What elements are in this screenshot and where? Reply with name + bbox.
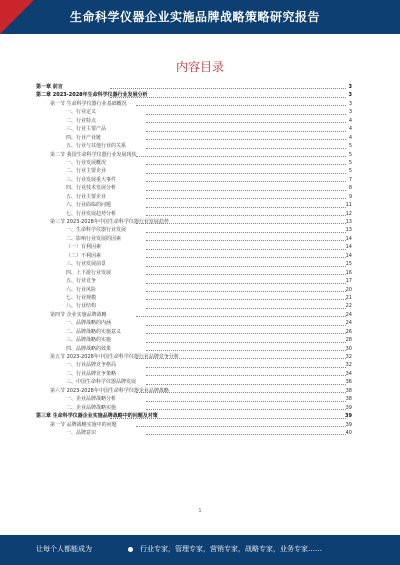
toc-entry[interactable]	[36, 311, 352, 319]
toc-entry[interactable]	[36, 277, 352, 285]
toc-entry[interactable]	[36, 412, 352, 420]
toc-leader-dots	[146, 173, 346, 174]
toc-entry[interactable]	[36, 294, 352, 302]
toc-entry-page: 32	[345, 362, 352, 369]
toc-leader-dots	[146, 409, 346, 410]
toc-heading: 内容目录	[175, 60, 224, 74]
toc-entry-page: 15	[345, 261, 352, 268]
toc-entry[interactable]	[36, 218, 352, 226]
toc-entry-title: 一、行业定义	[66, 109, 97, 116]
toc-leader-dots	[146, 164, 346, 165]
toc-leader-dots	[146, 232, 346, 233]
toc-entry-page: 11	[345, 202, 352, 209]
toc-leader-dots	[136, 316, 346, 317]
toc-leader-dots	[146, 333, 346, 334]
toc-leader-dots	[146, 198, 346, 199]
toc-entry-page: 14	[345, 244, 352, 251]
toc-entry-page: 13	[345, 219, 352, 225]
toc-leader-dots	[136, 358, 346, 359]
toc-leader-dots	[146, 401, 346, 402]
toc-leader-dots	[146, 350, 346, 351]
toc-entry-title: 一、行业品牌竞争格局	[66, 362, 117, 369]
toc-entry[interactable]	[36, 404, 352, 412]
toc-entry-title: 二、品牌战略的实施意义	[66, 328, 122, 335]
toc-entry-title: 七、行业发展趋势分析	[66, 210, 117, 217]
toc-entry-page: 14	[345, 252, 352, 259]
toc-entry-page: 13	[345, 227, 352, 234]
toc-entry-page: 22	[345, 303, 352, 310]
toc-entry-page: 24	[345, 311, 352, 318]
toc-leader-dots	[146, 257, 346, 258]
toc-entry-title: 二、行业品牌竞争策略	[66, 370, 117, 377]
toc-entry-title: 第一节 品牌战略实施中的问题	[50, 421, 117, 428]
toc-leader-dots	[146, 434, 346, 435]
toc-entry[interactable]	[36, 345, 352, 353]
toc-entry-page: 39	[345, 404, 352, 411]
toc-entry-title: 四、上下游行业发展	[66, 269, 112, 276]
table-of-contents	[36, 83, 352, 437]
toc-entry-page: 36	[345, 379, 352, 386]
footer-slogan: 让每个人都能成为	[36, 545, 92, 553]
toc-entry-title: （二）不利因素	[66, 252, 102, 259]
toc-entry-title: 六、行业风险	[66, 286, 97, 293]
toc-entry[interactable]	[36, 361, 352, 369]
toc-entry[interactable]	[36, 370, 352, 378]
toc-entry-title: 四、品牌战略的效果	[66, 345, 112, 352]
toc-entry[interactable]	[36, 269, 352, 277]
toc-entry-page: 38	[345, 387, 352, 394]
toc-entry-page: 28	[345, 337, 352, 344]
toc-entry[interactable]	[36, 91, 352, 99]
toc-entry-title: 第一章 前言	[36, 84, 63, 90]
toc-entry-page: 12	[345, 210, 352, 217]
toc-entry-title: 第四节 企业实施品牌战略	[50, 311, 107, 318]
toc-entry-page: 16	[345, 269, 352, 276]
header-accent	[0, 0, 34, 34]
toc-leader-dots	[146, 131, 346, 132]
toc-entry[interactable]	[36, 243, 352, 251]
toc-entry[interactable]	[36, 100, 352, 108]
toc-leader-dots	[136, 156, 346, 157]
toc-entry-title: 四、行业产业链	[66, 134, 102, 141]
toc-entry-title: 第二章 2023-2028年生命科学仪器行业发展分析	[36, 92, 148, 99]
toc-leader-dots	[146, 266, 346, 267]
toc-entry-title: 一、行业发展概况	[66, 159, 107, 166]
toc-entry-page: 8	[348, 185, 352, 192]
toc-entry-title: 三、品牌战略的实施	[66, 337, 112, 344]
toc-entry-page: 39	[345, 421, 352, 428]
toc-entry[interactable]	[36, 395, 352, 403]
toc-entry[interactable]	[36, 328, 352, 336]
toc-leader-dots	[136, 426, 346, 427]
toc-entry[interactable]	[36, 429, 352, 437]
toc-entry-title: 三、行业主要产品	[66, 126, 107, 133]
toc-entry-title: 五、行业主要企业	[66, 193, 107, 200]
toc-entry-title: 五、行业竞争	[66, 278, 97, 285]
toc-entry-page: 4	[348, 134, 352, 141]
toc-entry[interactable]	[36, 235, 352, 243]
toc-entry-title: 一、企业品牌战略分析	[66, 396, 117, 403]
toc-entry-title: 第五节 2023-2028年中国生命科学仪器行业品牌竞争分析	[50, 354, 179, 360]
toc-entry-title: 二、行业主要企业	[66, 168, 107, 175]
toc-leader-dots	[146, 148, 346, 149]
toc-entry-title: 二、影响行业发展的因素	[66, 235, 122, 242]
toc-entry-title: 第二节 我国生命科学仪器行业发展现状	[50, 151, 137, 158]
toc-entry-page: 32	[345, 354, 352, 360]
toc-entry[interactable]	[36, 260, 352, 268]
toc-entry-title: 三、行业发展前景	[66, 261, 107, 268]
toc-leader-dots	[146, 375, 346, 376]
toc-entry[interactable]	[36, 176, 352, 184]
toc-entry-page: 4	[348, 117, 352, 124]
toc-entry-page: 5	[348, 151, 352, 158]
report-title: 生命科学仪器企业实施品牌战略策略研究报告	[70, 10, 321, 24]
toc-entry-page: 4	[348, 126, 352, 133]
toc-leader-dots	[146, 274, 346, 275]
toc-leader-dots	[110, 97, 346, 98]
toc-entry-title: 第三节 2023-2028年中国生命科学仪器行业发展趋势	[50, 219, 169, 225]
toc-entry-page: 30	[345, 345, 352, 352]
toc-leader-dots	[146, 240, 346, 241]
toc-entry[interactable]	[36, 142, 352, 150]
toc-entry-title: 五、行业与其他行业的关系	[66, 143, 127, 150]
toc-leader-dots	[146, 308, 346, 309]
toc-entry-page: 5	[348, 143, 352, 150]
toc-leader-dots	[146, 190, 346, 191]
toc-entry-title: 四、行业技术发展分析	[66, 185, 117, 192]
toc-entry-title: 一、品牌战略的内涵	[66, 320, 112, 327]
toc-entry-page: 21	[345, 294, 352, 301]
toc-entry[interactable]	[36, 159, 352, 167]
toc-entry[interactable]	[36, 184, 352, 192]
toc-entry[interactable]	[36, 83, 352, 91]
toc-entry-page: 7	[348, 176, 352, 183]
toc-entry-page: 38	[345, 396, 352, 403]
toc-entry-title: 一、生命科学仪器行业发展	[66, 227, 127, 234]
toc-entry[interactable]	[36, 201, 352, 209]
toc-entry-page: 5	[348, 159, 352, 166]
toc-leader-dots	[146, 139, 346, 140]
toc-entry-title: 六、行业面临的问题	[66, 202, 112, 209]
toc-entry[interactable]	[36, 125, 352, 133]
toc-entry-page: 3	[348, 84, 352, 90]
toc-entry[interactable]	[36, 353, 352, 361]
toc-entry-title: 第一节 生命科学仪器行业基础概况	[50, 100, 127, 107]
footer-dot	[128, 547, 133, 552]
toc-leader-dots	[146, 249, 346, 250]
toc-entry[interactable]	[36, 378, 352, 386]
toc-entry-title: 第六节 2023-2028年中国生命科学仪器企业品牌战略	[50, 387, 169, 394]
toc-entry-title: 七、行业规模	[66, 294, 97, 301]
toc-entry[interactable]	[36, 302, 352, 310]
toc-entry[interactable]	[36, 286, 352, 294]
toc-entry[interactable]	[36, 319, 352, 327]
toc-entry[interactable]	[36, 167, 352, 175]
toc-entry-page: 14	[345, 235, 352, 242]
toc-leader-dots	[146, 299, 346, 300]
page-number: 1	[198, 508, 202, 514]
toc-leader-dots	[146, 114, 346, 115]
toc-entry-page: 20	[345, 286, 352, 293]
toc-leader-dots	[146, 367, 346, 368]
toc-entry[interactable]	[36, 252, 352, 260]
toc-entry-title: 三、中国生命科学仪器品牌发展	[66, 379, 137, 386]
toc-entry-page: 39	[345, 413, 352, 420]
toc-entry-page: 3	[348, 109, 352, 116]
toc-entry-page: 3	[348, 100, 352, 107]
toc-entry[interactable]	[36, 421, 352, 429]
toc-entry-page: 5	[348, 168, 352, 175]
toc-entry[interactable]	[36, 193, 352, 201]
toc-leader-dots	[146, 384, 346, 385]
toc-entry-page: 3	[348, 92, 352, 99]
toc-leader-dots	[136, 392, 346, 393]
toc-entry[interactable]	[36, 210, 352, 218]
toc-leader-dots	[110, 418, 346, 419]
toc-entry-title: 三、行业发展重大事件	[66, 176, 117, 183]
toc-entry[interactable]	[36, 226, 352, 234]
toc-leader-dots	[146, 215, 346, 216]
toc-entry-title: （一）有利因素	[66, 244, 102, 251]
toc-leader-dots	[146, 325, 346, 326]
toc-leader-dots	[146, 207, 346, 208]
toc-entry-page: 26	[345, 328, 352, 335]
toc-entry[interactable]	[36, 134, 352, 142]
toc-entry-page: 40	[345, 429, 352, 436]
toc-leader-dots	[110, 88, 346, 89]
toc-entry[interactable]	[36, 117, 352, 125]
toc-leader-dots	[136, 223, 346, 224]
toc-entry-page: 24	[345, 320, 352, 327]
toc-leader-dots	[146, 181, 346, 182]
toc-entry-title: 八、行业结构	[66, 303, 97, 310]
toc-leader-dots	[146, 122, 346, 123]
toc-entry[interactable]	[36, 151, 352, 159]
toc-leader-dots	[146, 342, 346, 343]
toc-leader-dots	[146, 291, 346, 292]
footer-expertise: 行业专家，管理专家，营销专家，战略专家，业务专家……	[140, 545, 322, 553]
toc-entry-page: 34	[345, 370, 352, 377]
toc-entry-page: 17	[345, 278, 352, 285]
toc-leader-dots	[146, 283, 346, 284]
toc-leader-dots	[136, 105, 346, 106]
toc-entry-title: 第三章 生命科学仪器企业实施品牌战略中的问题及对策	[36, 413, 158, 420]
header-bar	[0, 0, 400, 34]
toc-entry[interactable]	[36, 108, 352, 116]
toc-entry-title: 二、行业特点	[66, 117, 97, 124]
toc-entry-title: 一、品牌意识	[66, 429, 97, 436]
toc-entry-title: 二、企业品牌战略实施	[66, 404, 117, 411]
toc-entry[interactable]	[36, 387, 352, 395]
toc-entry-page: 9	[348, 193, 352, 200]
footer-bar	[0, 535, 400, 565]
toc-entry[interactable]	[36, 336, 352, 344]
